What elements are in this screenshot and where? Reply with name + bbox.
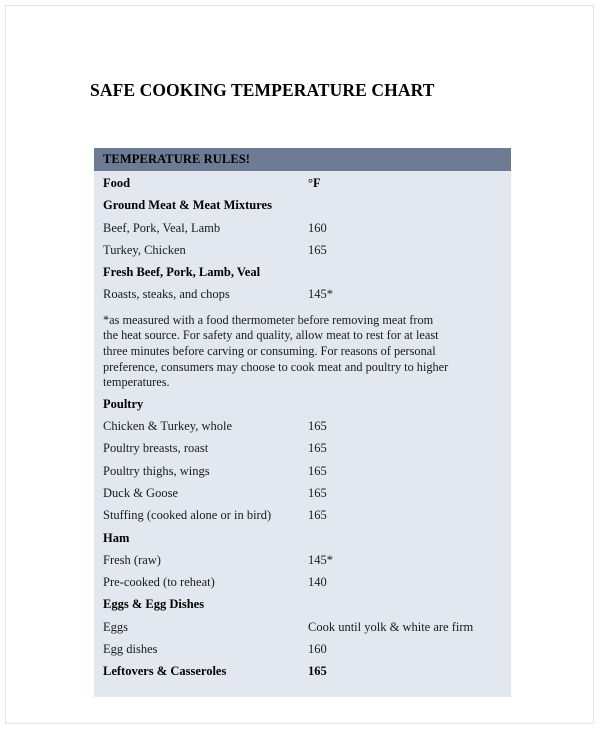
table-row [94,198,511,220]
cell-food: Ham [103,530,130,545]
table-row [94,243,511,265]
cell-temperature: Cook until yolk & white are firm [308,619,474,634]
cell-food: Poultry breasts, roast [103,441,209,456]
cell-food: Egg dishes [103,642,158,657]
table-row [94,597,511,619]
cell-food: Poultry [103,396,144,411]
cell-temperature: 165 [308,441,327,456]
footnote-text: *as measured with a food thermometer before removing meat from the heat source. For safety and quality, allow meat to rest for at least three minutes before carving or consuming. For reasons of personal preference, consumers may choose to cook meat and poultry to higher temperatures. [103,312,449,390]
column-header-temperature: °F [308,176,321,190]
cell-temperature: 165 [308,485,327,500]
table-row [94,620,511,642]
cell-food: Leftovers & Casseroles [103,664,227,679]
cell-food: Eggs & Egg Dishes [103,597,205,612]
cell-food: Beef, Pork, Veal, Lamb [103,220,221,235]
cell-temperature: 165 [308,419,327,434]
table-row [94,642,511,664]
cell-temperature: 145* [308,287,333,302]
cell-temperature: 165 [308,242,327,257]
cell-temperature: 165 [308,508,327,523]
cell-food: Roasts, steaks, and chops [103,287,230,302]
table-row [94,531,511,553]
cell-temperature: 145* [308,552,333,567]
cell-temperature: 140 [308,575,327,590]
table-row [94,397,511,419]
page-title: SAFE COOKING TEMPERATURE CHART [90,80,435,100]
cell-food: Turkey, Chicken [103,242,186,257]
cell-temperature: 160 [308,220,327,235]
table-row [94,265,511,287]
table-header-bar: TEMPERATURE RULES! [94,148,511,171]
table-row [94,221,511,243]
cell-food: Poultry thighs, wings [103,463,210,478]
table-row [94,486,511,508]
column-header-food: Food [103,176,131,190]
cell-food: Ground Meat & Meat Mixtures [103,198,272,213]
table-rows-upper [94,198,511,309]
table-row [94,508,511,530]
table-column-header-row [94,176,511,198]
table-row [94,553,511,575]
table-row [94,464,511,486]
cell-food: Stuffing (cooked alone or in bird) [103,508,272,523]
cell-temperature: 165 [308,463,327,478]
cell-temperature: 165 [308,664,327,679]
temperature-rules-table [94,148,511,697]
cell-food: Eggs [103,619,128,634]
cell-food: Chicken & Turkey, whole [103,419,233,434]
table-body [94,171,511,697]
table-rows-lower [94,397,511,687]
table-row [94,664,511,686]
table-row [94,419,511,441]
document-page [5,5,594,724]
cell-temperature: 160 [308,642,327,657]
table-row [94,441,511,463]
cell-food: Fresh Beef, Pork, Lamb, Veal [103,265,261,280]
cell-food: Fresh (raw) [103,552,161,567]
table-row [94,575,511,597]
table-row [94,287,511,309]
cell-food: Pre-cooked (to reheat) [103,575,215,590]
cell-food: Duck & Goose [103,485,178,500]
